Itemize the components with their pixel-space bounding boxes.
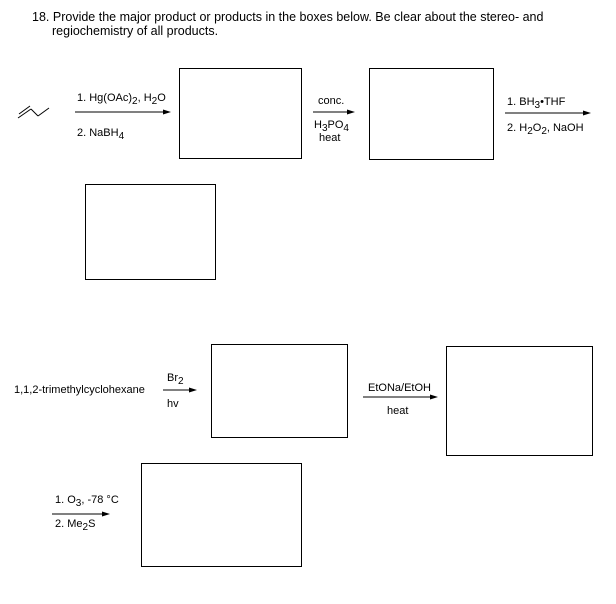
arrow-6 [52, 512, 110, 517]
answer-box-6[interactable] [141, 463, 302, 567]
reaction3-step1: 1. $BH_3•THF$ [507, 96, 566, 112]
reaction6-step2: 2. $Me_2S$ [55, 518, 96, 534]
answer-box-1[interactable] [179, 68, 302, 159]
arrow-5 [363, 395, 438, 400]
reaction2-top: conc. [318, 95, 345, 107]
question-line2: regiochemistry of all products. [52, 24, 219, 38]
reaction4-starting-material: 1,1,2-trimethylcyclohexane [14, 384, 145, 396]
answer-box-4[interactable] [211, 344, 348, 438]
answer-box-2[interactable] [369, 68, 494, 160]
question-number: 18. [32, 10, 50, 24]
reaction6-step1: 1. $O_3$, -78 °C [55, 494, 119, 510]
reaction2-acid: $H_3PO_4$ [314, 119, 349, 135]
reaction4-reagent: $Br_2$ [167, 372, 184, 388]
reaction1-step2: 2. NaBH$_4$ [77, 127, 125, 143]
reaction5-condition: heat [387, 405, 409, 417]
reaction1-step1: 1. $Hg(OAc)_2$, $H_2O$ [77, 92, 166, 108]
reaction5-reagent: EtONa/EtOH [368, 382, 431, 394]
arrow-2 [313, 110, 355, 115]
reaction2-heat: heat [319, 132, 341, 144]
answer-box-3[interactable] [85, 184, 216, 280]
arrow-1 [75, 110, 171, 115]
arrow-4 [163, 388, 197, 393]
alkene-structure [18, 106, 49, 118]
reaction4-condition: hv [167, 398, 179, 410]
answer-box-5[interactable] [446, 346, 593, 456]
question-line1: Provide the major product or products in the boxes below. Be clear about the stereo- and [52, 10, 544, 24]
reaction3-step2: 2. $H_2O_2$, NaOH [507, 122, 584, 138]
